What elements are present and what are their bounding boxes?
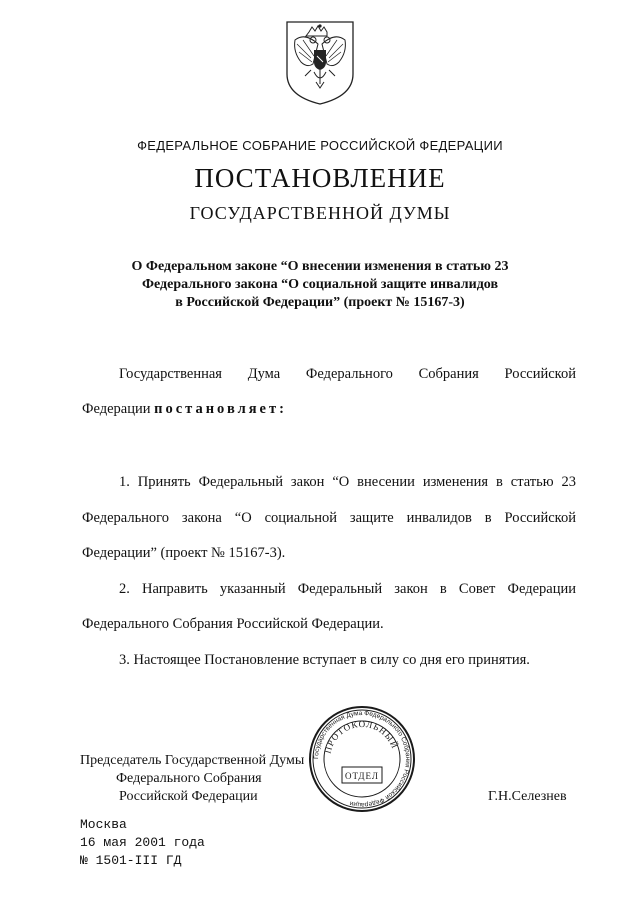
stamp-outer-text: Государственная Дума Федерального Собрания Российской Федерации <box>312 709 412 809</box>
preamble-line <box>82 401 287 418</box>
organization-name: ФЕДЕРАЛЬНОЕ СОБРАНИЕ РОССИЙСКОЙ ФЕДЕРАЦИИ <box>137 138 503 153</box>
subject-line: в Российской Федерации” (проект № 15167-3) <box>175 295 465 310</box>
document-issuer: ГОСУДАРСТВЕННОЙ ДУМЫ <box>189 203 451 223</box>
item-1-line: Федерального закона “О социальной защите инвалидов в Российской <box>82 510 576 526</box>
signatory-title: Председатель Государственной Думы <box>80 753 305 768</box>
document-type: ПОСТАНОВЛЕНИЕ <box>194 163 446 193</box>
subject-line: Федерального закона “О социальной защите инвалидов <box>141 277 499 292</box>
stamp-center-text: ОТДЕЛ <box>344 771 380 781</box>
item-2-line: Федерального Собрания Российской Федерации. <box>82 616 384 632</box>
signatory-title: Российской Федерации <box>119 789 258 804</box>
signatory-name: Г.Н.Селезнев <box>488 789 567 804</box>
item-1-line: Федерации” (проект № 15167-3). <box>82 545 286 561</box>
official-stamp <box>308 705 416 813</box>
preamble-start: Федерации <box>82 401 151 417</box>
item-3-line: 3. Настоящее Постановление вступает в силу со дня его принятия. <box>119 652 530 668</box>
subject-line: О Федеральном законе “О внесении изменения в статью 23 <box>131 259 509 274</box>
document-subject <box>0 258 640 312</box>
coat-of-arms-icon <box>283 18 357 108</box>
item-2-line: 2. Направить указанный Федеральный закон в Совет Федерации <box>119 581 576 597</box>
city: Москва <box>80 817 127 832</box>
stamp-middle-text: ПРОТОКОЛЬНЫЙ <box>322 718 401 755</box>
signatory-title: Федерального Собрания <box>116 771 262 786</box>
preamble-resolves: постановляет: <box>154 401 287 417</box>
item-1-line: 1. Принять Федеральный закон “О внесении изменения в статью 23 <box>119 474 576 490</box>
preamble-line: Государственная Дума Федерального Собрания Российской <box>119 366 576 382</box>
date: 16 мая 2001 года <box>80 835 205 850</box>
document-number: № 1501-III ГД <box>80 853 182 868</box>
